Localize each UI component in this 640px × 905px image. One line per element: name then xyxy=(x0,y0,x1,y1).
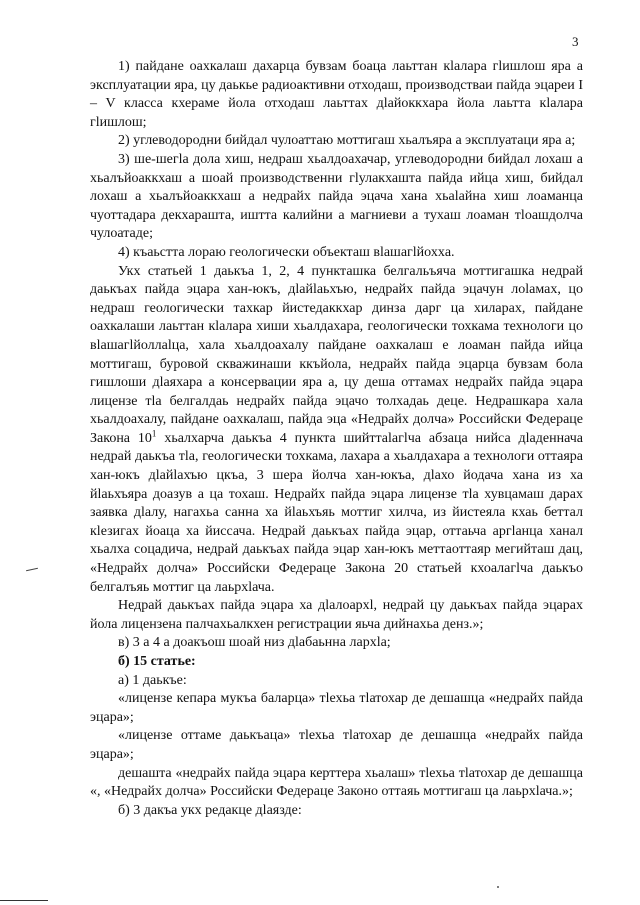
paragraph-subitem-v: в) 3 а 4 а доакъош шоай низ дlабаьнна лархlа; xyxy=(118,635,391,651)
paragraph-amend-2: «лицензе оттаме даькъаца» тlехьа тlатохар де дешашца «недрайх пайда эцара»; xyxy=(90,728,583,762)
page-number: 3 xyxy=(572,34,579,49)
paragraph-item-3: 3) ше-шегlа дола хиш, недраш хьалдоахачар, углеводородни бийдал лохаш а хьалъйоаккхаш а шоай производственни гlулакхашта пайда ийца хиш, бийдал лохаш а хьалъйоаккхаш а недрайх пайда эцача хана хьаlайна хиш лоаманца чуоттадара декхарашта, иштта калийни а магниеви а тухаш лоаман тlоашдолча чулоатаде; xyxy=(90,151,583,242)
scan-dot xyxy=(497,886,499,888)
document-body xyxy=(90,58,583,820)
paragraph-main xyxy=(90,263,583,598)
margin-mark xyxy=(26,568,38,571)
paragraph-amend-1: «лицензе кепара мукъа баларца» тlехьа тlатохар де дешашца «недрайх пайда эцара»; xyxy=(90,691,583,725)
paragraph-main-part1: Укх статьей 1 даькъа 1, 2, 4 пункташка белгальъяча моттигашка недрай даькъах пайда эцара хан-юкъ, дlайlаьхъю, недрайх пайда эцачун лоlамах, цо недраш геологически тахкар йистедаккхар динза дарг ца хиларах, пайдане оахкалаши лаьттан кlалара хиши хьалдахара, геологически тохкама технологи цо вlашагlйоллаlца, хала хьалдоахалу пайдане оахкалаш е лоаман пайда ийца моттигаш, буровой скважинаши ккъйола, недрайх пайда эцарца бувзам бола гишлоши дlаяхара а консервации яра а, цу деша оттамах недрайх пайда эцара лицензе тlа белгалдаь недрайх пайда эцачо толхадаь деце. Недрашкара хала хьалдоахалу, пайдане оахкалаш, пайда эца «Недрайх долча» Российски Федераце Закона 10 xyxy=(90,263,583,446)
footer-rule xyxy=(0,900,48,901)
paragraph-term: Недрай даькъах пайда эцара ха дlалоархl, недрай цу даькъах пайда эцарах йола лицензена палчахьалкхен регистрации яьча дийнахьа денз.»; xyxy=(90,598,583,632)
paragraph-subitem-a: а) 1 даькъе: xyxy=(118,672,187,688)
paragraph-item-4: 4) къаьстта лораю геологически объекташ вlашагlйоххa. xyxy=(118,244,455,260)
paragraph-subitem-b: б) 3 дакъа укх редакце дlаязде: xyxy=(118,802,302,818)
paragraph-amend-3: дешашта «недрайх пайда эцара керттера хьалаш» тlехьа тlатохар де дешашца «, «Недрайх долча» Российски Федераце Законо оттаяь моттигаш ца лаьрхlача.»; xyxy=(90,765,583,800)
paragraph-main-part2: хьалхарча даькъа 4 пункта шийттаlагlча абзаца нийса дlаденнача недрай даькъа тlа, геологически тохкама, лахара а хьалдахара а технологи оттаяра хан-юкъ дlайlахъю цкъа, 3 шера йолча хан-юкъа, дlахо йодача хана из ха йlаьхъяра доазув а ца тохаш. Недрайх пайда эцара лицензе тlа хувцамаш дарах заявка дlалу, нагахьа санна ха йlаьхъяь моттиг хилча, из йистеяла кхаь беттал кlезигах йоаца ха йиссача. Недрай даькъах пайда эцар, оттаьча аргlанца ханал хьалха соцадича, недрай даькъах пайда эцар хан-юкъ меттаоттаяр мегийташ дац, «Недрайх долча» Российски Федераце Закона 20 статьей кхоалагlча даькъо белгалъяь моттиг ца лаьрхlача. xyxy=(90,430,584,595)
paragraph-item-2: 2) углеводородни бийдал чулоаттаю моттигаш хьалъяра а эксплуатаци яра а; xyxy=(118,133,576,149)
paragraph-item-1: 1) пайдане оахкалаш дахарца бувзам боаца лаьттан кlалара гlишлош яра а эксплуатации яра, цу даькье радиоактивни отходаш, производстваи пайда эцареи I – V класса кхераме йола отходаш лаьттах дlайоккхара йола лаьтта кlалара гlишлош; xyxy=(90,59,583,130)
section-heading-article-15: б) 15 статье: xyxy=(118,654,196,669)
footnote-superscript: 1 xyxy=(151,428,157,439)
